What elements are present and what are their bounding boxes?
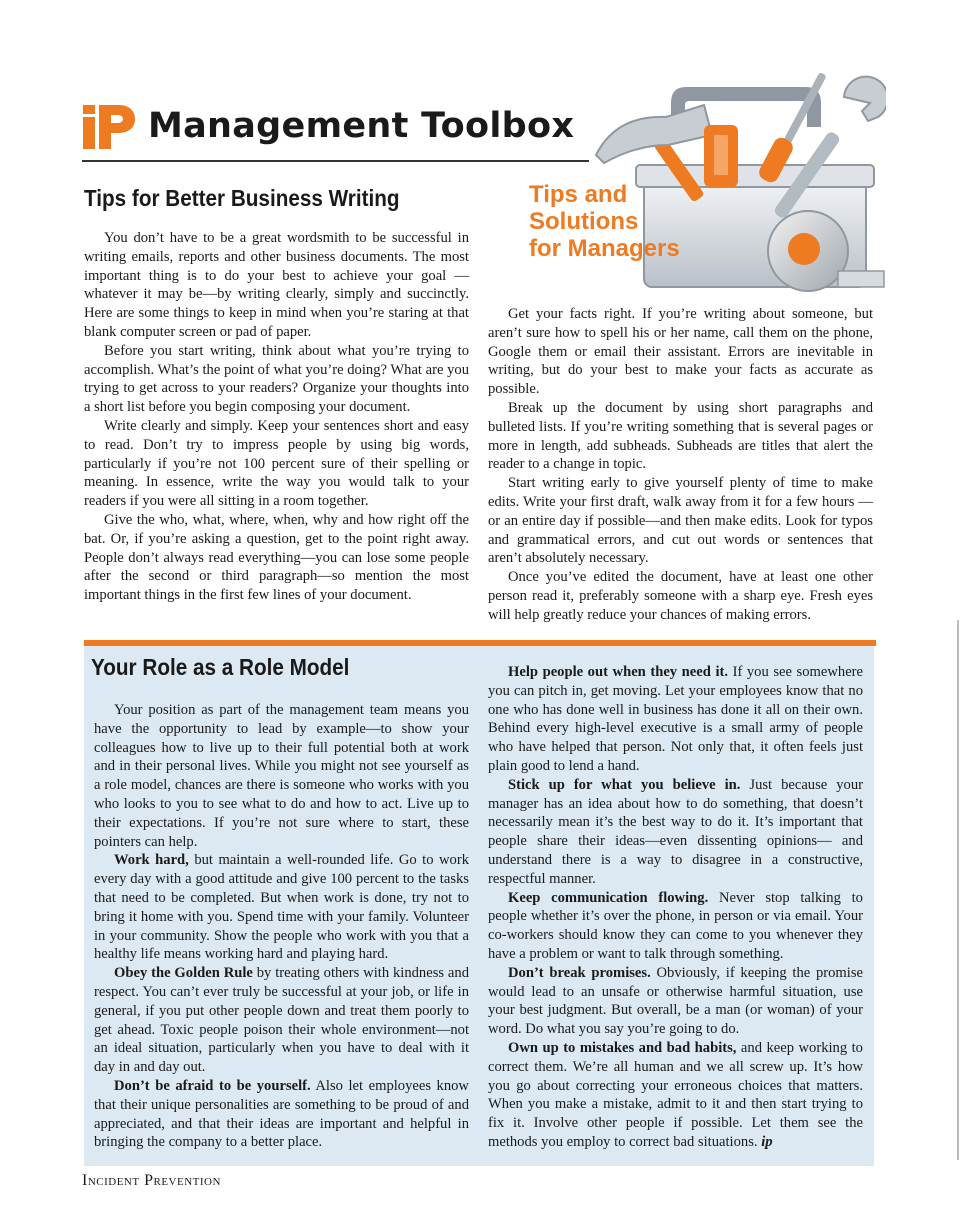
paragraph [94, 851, 469, 964]
paragraph: Before you start writing, think about what you’re trying to accomplish. What’s the point of what you’re doing? What are you trying to get across to your readers? Organize your thoughts into a short list before you begin composing your document. [84, 342, 469, 416]
lead-in: Don’t be afraid to be yourself. [114, 1077, 311, 1094]
body-text: Also let employees know that their unique personalities are something to be proud of and appreciated, and that their ideas are important and helpful in bringing the company to a better place. [94, 1077, 469, 1151]
paragraph: Write clearly and simply. Keep your sentences short and easy to read. Don’t try to impress people by using big words, particularly if you’re not 100 percent sure of their spelling or meaning. In essence, write the way you would talk to your readers if you were all sitting in a room together. [84, 417, 469, 510]
paragraph: Once you’ve edited the document, have at least one other person read it, preferably someone with a sharp eye. Fresh eyes will help greatly reduce your chances of making errors. [488, 569, 873, 623]
paragraph [488, 889, 863, 964]
lead-in: Own up to mistakes and bad habits, [508, 1039, 737, 1056]
lead-in: Keep communication flowing. [508, 889, 709, 906]
page-edge-line [957, 620, 959, 1160]
role-left-column [94, 701, 469, 1152]
tagline-line: Tips and [529, 181, 628, 208]
lead-in: Don’t break promises. [508, 964, 651, 981]
body-text: but maintain a well-rounded life. Go to work every day with a good attitude and give 100 percent to the tasks that need to be completed. But when work is done, try not to bring it home with you. Spend time with your family. Volunteer in your community. Show the people who work with you that a healthy life means working hard and playing hard. [94, 852, 469, 963]
toolbox-tagline [529, 181, 680, 262]
body-text: and keep working to correct them. We’re all human and we all screw up. It’s how you go about correcting your erroneous choices that matters. When you make a mistake, admit to it and then start trying to fix it. Involve other people if possible. Let them see the methods you employ to correct bad situations. [488, 1039, 863, 1150]
role-section-title: Your Role as a Role Model [91, 654, 350, 680]
paragraph [488, 964, 863, 1039]
body-text: Just because your manager has an idea about how to do something, that doesn’t necessarily mean it’s the best way to do it. It’s important that people share their ideas—even dissenting opinions— and understand there is a way to disagree in a constructive, respectful manner. [488, 776, 863, 887]
role-model-accent-bar [84, 640, 876, 646]
role-right-column [488, 663, 863, 1152]
lead-in: Help people out when they need it. [508, 664, 729, 680]
paragraph: Start writing early to give yourself plenty of time to make edits. Write your first draft, walk away from it for a few hours —or an entire day if possible—and then make edits. Look for typos and grammatical errors, and cut out words or sentences that aren’t absolutely necessary. [488, 475, 873, 567]
body-text: Never stop talking to people whether it’s over the phone, in person or via email. Your co-workers should know they can come to you whenever they have a problem or want to talk through something. [488, 889, 863, 962]
lead-in: Stick up for what you believe in. [508, 776, 741, 793]
tagline-line: for Managers [529, 235, 680, 262]
paragraph: Break up the document by using short paragraphs and bulleted lists. If you’re writing something that is several pages or more in length, add subheads. Subheads are titles that alert the reader to a change in topic. [488, 399, 873, 473]
paragraph [488, 776, 863, 889]
ip-end-mark: ip [761, 1133, 773, 1150]
paragraph: Get your facts right. If you’re writing about someone, but aren’t sure how to spell his or her name, call them on the phone, Google them or email their assistant. Errors are inevitable in writing, but do your best to make your facts as accurate as possible. [488, 306, 873, 398]
title-divider [82, 160, 589, 162]
paragraph: Give the who, what, where, when, why and how right off the bat. Or, if you’re asking a question, get to the point right away. People don’t always read everything—you can lose some people after the second or third paragraph—so mention the most important things in the first few lines of your document. [84, 511, 469, 604]
footer-publication-name: Incident Prevention [82, 1172, 221, 1189]
lead-in: Obey the Golden Rule [114, 965, 253, 982]
ip-logo-icon [83, 105, 135, 149]
tips-right-column [488, 305, 873, 625]
paragraph [94, 964, 469, 1077]
body-text: If you see somewhere you can pitch in, get moving. Let your employees know that no one who has done well in business has done it all on their own. Behind every high-level executive is a small army of people who have helped that person. Not only that, it often feels just plain good to lend a hand. [488, 664, 864, 774]
paragraph: You don’t have to be a great wordsmith to be successful in writing emails, reports and other business documents. The most important thing is to do your best to achieve your goal —whatever it may be—by writing clearly, simply and succinctly. Here are some things to keep in mind when you’re staring at that blank computer screen or pad of paper. [84, 230, 469, 340]
paragraph [488, 663, 863, 776]
lead-in: Work hard, [114, 852, 189, 869]
paragraph [488, 1039, 863, 1152]
paragraph: Your position as part of the management team means you have the opportunity to lead by example—to show your colleagues how to live up to their full potential both at work and in their personal lives. While you might not see yourself as a role model, chances are there is someone who works with you who looks to you to see what to do and how to act. Live up to their expectations. If you’re not sure where to start, these pointers can help. [94, 702, 469, 850]
page-title: Management Toolbox [148, 106, 575, 146]
tagline-line: Solutions [529, 208, 639, 235]
tips-left-column [84, 229, 469, 605]
body-text: Obviously, if keeping the promise would lead to an unsafe or otherwise harmful situation, use your best judgment. But overall, be a man (or woman) of your word. Do what you say you’re going to do. [488, 964, 863, 1038]
paragraph [94, 1077, 469, 1152]
body-text: by treating others with kindness and respect. You can’t ever truly be successful at your job, or life in general, if you put other people down and treat them poorly to get ahead. Toxic people poison their whole environment—not an ideal situation, particularly when you have to deal with it day in and day out. [94, 965, 469, 1076]
tips-section-title: Tips for Better Business Writing [84, 185, 400, 211]
